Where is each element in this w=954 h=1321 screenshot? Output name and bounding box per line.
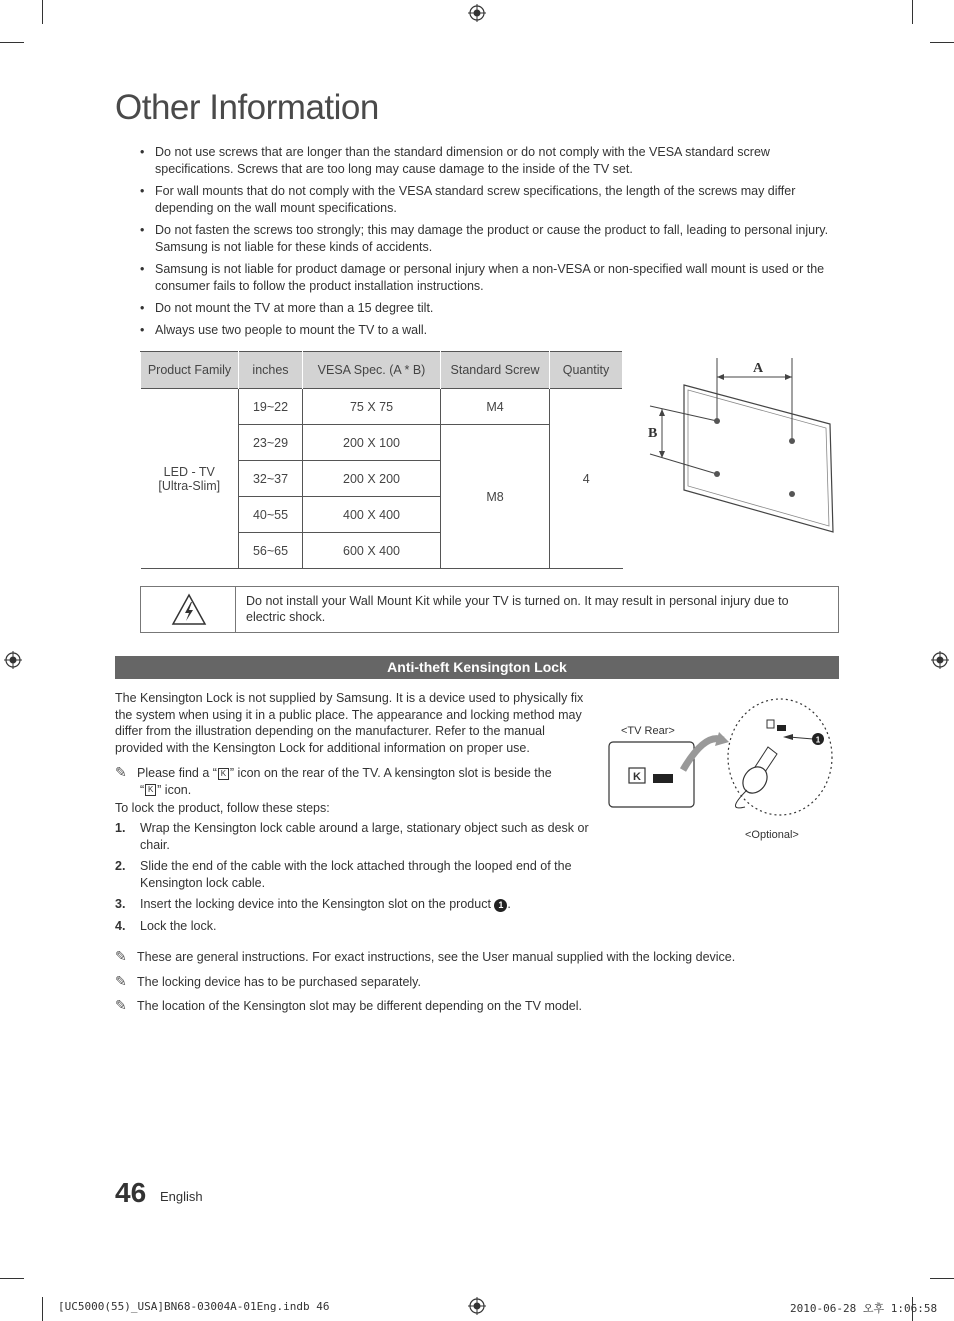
bullet-list	[140, 144, 840, 344]
divider	[235, 587, 236, 632]
step-item	[115, 896, 595, 913]
table-cell: 40~55	[239, 497, 303, 533]
kensington-lock-illustration	[605, 692, 840, 847]
find-icon-note	[115, 764, 590, 798]
footer-timestamp: 2010-06-28 오후 1:06:58	[790, 1302, 938, 1315]
step-text: Insert the locking device into the Kensington slot on the product 1 .	[140, 897, 511, 911]
crop-mark	[930, 1278, 954, 1279]
footer-file-info: [UC5000(55)_USA]BN68-03004A-01Eng.indb 46	[58, 1300, 330, 1313]
table-row	[141, 389, 623, 425]
product-family-line: [Ultra-Slim]	[158, 478, 221, 493]
section-header: Anti-theft Kensington Lock	[115, 656, 839, 679]
vesa-spec-table	[140, 351, 623, 569]
tv-rear-label: <TV Rear>	[621, 725, 675, 737]
step-item	[115, 820, 595, 853]
column-header: Product Family	[141, 352, 239, 389]
note-item	[115, 948, 835, 966]
step-item	[115, 858, 595, 891]
note-text: ” icon on the rear of the TV. A kensington slot is beside the	[229, 766, 552, 780]
note-text: ” icon.	[157, 782, 192, 797]
table-cell: 4	[550, 389, 623, 569]
table-cell: M8	[441, 425, 550, 569]
table-cell: 600 X 400	[303, 533, 441, 569]
step-text: Lock the lock.	[140, 918, 217, 933]
note-pencil-icon: ✎	[115, 764, 127, 780]
notes	[115, 948, 835, 1015]
note-text: The locking device has to be purchased separately.	[137, 974, 421, 989]
note-text: “	[140, 782, 145, 797]
step-item	[115, 918, 595, 935]
registration-mark-icon	[4, 651, 22, 669]
kensington-k-icon: K	[633, 771, 641, 783]
tv-mount-diagram	[640, 350, 840, 535]
dimension-label-b: B	[648, 426, 658, 441]
crop-mark	[912, 0, 913, 24]
registration-mark-icon	[468, 1297, 486, 1315]
caution-box	[140, 586, 839, 633]
table-cell: 75 X 75	[303, 389, 441, 425]
list-item: • Always use two people to mount the TV to a wall.	[140, 322, 840, 339]
step-number: 3.	[115, 897, 126, 911]
step-number: 2.	[115, 859, 126, 873]
crop-mark	[42, 1297, 43, 1321]
list-item: • Do not fasten the screws too strongly; this may damage the product or cause the product to fall, leading to personal injury. Samsung is not liable for these kinds of accidents.	[140, 222, 840, 256]
page-language: English	[160, 1189, 203, 1204]
table-cell: 56~65	[239, 533, 303, 569]
column-header: Quantity	[550, 352, 623, 389]
table-cell: 23~29	[239, 425, 303, 461]
kensington-k-icon: K	[145, 784, 156, 796]
caution-text: Do not install your Wall Mount Kit while your TV is turned on. It may result in personal injury due to electric shock.	[246, 594, 789, 624]
note-pencil-icon: ✎	[115, 997, 127, 1013]
table-cell: M4	[441, 389, 550, 425]
step-number: 4.	[115, 918, 126, 933]
dimension-label-a: A	[753, 361, 764, 376]
table-header-row	[141, 352, 623, 389]
list-item: • For wall mounts that do not comply with the VESA standard screw specifications, the length of the screws may differ depending on the wall mount specifications.	[140, 183, 840, 217]
note-text: Please find a “	[137, 766, 217, 780]
list-item: • Samsung is not liable for product damage or personal injury when a non-VESA or non-specified wall mount is used or the consumer fails to follow the product installation instructions.	[140, 261, 840, 295]
table-cell: 19~22	[239, 389, 303, 425]
electric-shock-warning-icon	[171, 593, 207, 626]
page-title: Other Information	[115, 88, 379, 127]
note-text: The location of the Kensington slot may be different depending on the TV model.	[137, 999, 582, 1013]
intro-paragraph: The Kensington Lock is not supplied by Samsung. It is a device used to physically fix the system when using it in a public place. The appearance and locking method may differ from the illustration depending on the manufacturer. Refer to the manual provided with the Kensington Lock for additional information on proper use.	[115, 691, 584, 755]
crop-mark	[42, 0, 43, 24]
crop-mark	[930, 42, 954, 43]
column-header: inches	[239, 352, 303, 389]
steps-intro: To lock the product, follow these steps:	[115, 801, 330, 815]
note-item	[115, 973, 835, 991]
list-item: • Do not mount the TV at more than a 15 degree tilt.	[140, 300, 840, 317]
note-pencil-icon: ✎	[115, 948, 127, 964]
crop-mark	[0, 1278, 24, 1279]
note-item	[115, 997, 835, 1015]
kensington-k-icon: K	[218, 768, 229, 780]
step-text: Slide the end of the cable with the lock attached through the looped end of the Kensington lock cable.	[140, 859, 572, 890]
table-cell: 32~37	[239, 461, 303, 497]
page-number: 46	[115, 1177, 147, 1208]
note-text: These are general instructions. For exact instructions, see the User manual supplied with the locking device.	[137, 950, 736, 964]
step-text: Wrap the Kensington lock cable around a large, stationary object such as desk or chair.	[140, 821, 589, 852]
product-family-line: LED - TV	[163, 464, 215, 479]
list-item: • Do not use screws that are longer than the standard dimension or do not comply with the VESA standard screw specifications. Screws that are too long may cause damage to the inside of the TV set.	[140, 144, 840, 178]
registration-mark-icon	[468, 4, 486, 22]
step-list	[115, 820, 595, 939]
product-family-cell	[141, 389, 239, 569]
note-pencil-icon: ✎	[115, 972, 127, 989]
crop-mark	[0, 42, 24, 43]
column-header: VESA Spec. (A * B)	[303, 352, 441, 389]
marker-1-icon: 1	[815, 735, 821, 745]
table-cell: 200 X 100	[303, 425, 441, 461]
table-cell: 400 X 400	[303, 497, 441, 533]
marker-1-icon: 1	[494, 899, 507, 912]
step-number: 1.	[115, 821, 126, 835]
column-header: Standard Screw	[441, 352, 550, 389]
step-text-main: Insert the locking device into the Kensington slot on the product	[140, 897, 491, 911]
optional-label: <Optional>	[745, 829, 799, 841]
table-cell: 200 X 200	[303, 461, 441, 497]
registration-mark-icon	[931, 651, 949, 669]
